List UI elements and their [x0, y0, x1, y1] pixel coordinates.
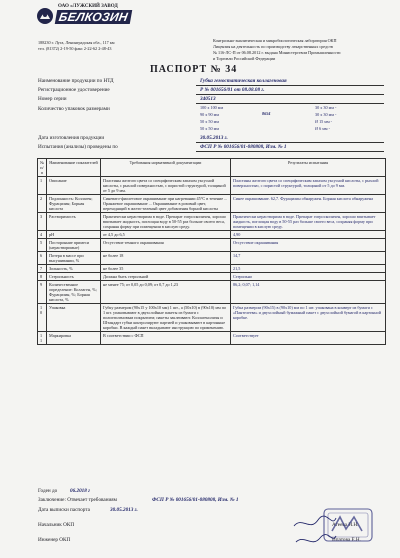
- cell-req: не менее 75; от 0,05 до 0,09; от 0,7 до 1,23: [101, 281, 231, 304]
- size-row-1: 100 х 100 мм: [200, 105, 224, 110]
- cell-res: Губка размером (90х15) в (90х10) мм по 1 шт. упакована в конверт из бумаги с «Пантелеева» и двухслойный бумажный пакет с двухслойной бумагой в картонной коробке.: [231, 304, 386, 332]
- header-results: Результаты испытания: [231, 159, 386, 177]
- engineer-name: Ипатова Е.Н.: [332, 537, 361, 543]
- header-indicator: Наименование показателей: [47, 159, 101, 177]
- company-address-1: 188230 г. Луга, Ленинградская обл., 117 км: [38, 40, 115, 45]
- table-row: [38, 332, 386, 345]
- conclusion-label: Заключение: Отвечает требованиям: [38, 497, 117, 503]
- table-row: [38, 252, 386, 265]
- size-row-2-alt: 30 х 30 мм -: [315, 112, 337, 117]
- cell-req: Губку размером (90х15 у 100х10 мм) 1 шт., а (50х10) в (90х10) мм по 1 шт. упаковывают в двухслойные пакеты из бумаги с полиэтиленовым покрытием; пакеты заклеивают. Коллагенолизы и Штандарт губки контролируют партией и упаковывают в картонные коробки. В каждый пакет вкладывают инструкцию по применению.: [101, 304, 231, 332]
- cell-num: 4: [38, 231, 47, 239]
- cell-req: Отсутствие темного окрашивания: [101, 239, 231, 252]
- issue-date-label: Дата выписки паспорта: [38, 507, 90, 513]
- lab-line-4: и Торговли Российской Федерации: [213, 56, 276, 61]
- meta-value-registration: Р № 001656/01 от 08.08.08 г.: [200, 87, 265, 93]
- cell-req: В соответствии с ФСП: [101, 332, 231, 345]
- cell-num: 10: [38, 304, 47, 332]
- cell-num: 5: [38, 239, 47, 252]
- meta-label-series: Номер серии: [38, 96, 67, 102]
- cell-num: 6: [38, 252, 47, 265]
- company-stamp-icon: [322, 505, 374, 545]
- table-header-row: [38, 159, 386, 177]
- table-row: [38, 304, 386, 332]
- cell-res: Практически нерастворима в воде. Препарат гигроскопичен, хорошо впитывает жидкость, поглощая воду в 50-55 раз больше своего веса, сохраняя форму при помещении в кислую среду.: [231, 213, 386, 231]
- cell-num: 11: [38, 332, 47, 345]
- cell-name: Маркировка: [47, 332, 101, 345]
- cell-req: Должна быть стерильной: [101, 273, 231, 281]
- table-row: [38, 273, 386, 281]
- meta-value-series: 340513: [200, 96, 216, 102]
- table-row: [38, 265, 386, 273]
- valid-until-label: Годен до: [38, 488, 58, 494]
- head-label: Начальник ОКП: [38, 522, 75, 528]
- cell-req: Синевато-фиолетовое окрашивание при нагревании 45°С в течение ... Оранжевое окрашивание ... Окрашивание в розовый цвет, переходящий в желто-зеленый цвет добавления борной кислоты: [101, 195, 231, 213]
- meta-value-date: 30.05.2013 г.: [200, 135, 228, 141]
- size-row-1-alt: 30 х 30 мм -: [315, 105, 337, 110]
- cell-num: 3: [38, 213, 47, 231]
- cell-num: 2: [38, 195, 47, 213]
- size-row-4-alt: Ø 6 мм -: [315, 126, 330, 131]
- meta-label-product: Наименование продукции по НТД: [38, 78, 114, 84]
- head-name: Агеева Н.Н.: [332, 522, 359, 528]
- size-row-2-qty: 8654: [262, 111, 271, 116]
- header-num: № п/п: [38, 159, 47, 177]
- table-row: [38, 177, 386, 195]
- cell-num: 1: [38, 177, 47, 195]
- table-row: [38, 195, 386, 213]
- cell-num: 9: [38, 281, 47, 304]
- cell-res: Отсутствие окрашивания: [231, 239, 386, 252]
- cell-name: Посторонние примеси (нерастворимые): [47, 239, 101, 252]
- cell-req: от 4,5 до 6,5: [101, 231, 231, 239]
- lab-line-3: № 116-ЛС-П от 06.08.2012 г. выдана Министерством Промышленности: [213, 50, 341, 55]
- cell-num: 8: [38, 273, 47, 281]
- company-prefix: ОАО «ЛУЖСКИЙ ЗАВОД: [58, 4, 118, 9]
- size-row-4: 50 х 50 мм: [200, 126, 219, 131]
- lab-line-1: Контрольно-аналитическая и микробиологическая лаборатория ОКП: [213, 38, 337, 43]
- cell-res: 86,2; 0,07; 1,14: [231, 281, 386, 304]
- cell-name: Растворимость: [47, 213, 101, 231]
- cell-res: 14,7: [231, 252, 386, 265]
- meta-label-tests: Испытания (анализы) проведены по: [38, 144, 118, 150]
- results-table: [37, 158, 386, 345]
- cell-res: Пластины желтого цвета со специфическим запахом уксусной кислоты, с рыхлой поверхностью, с пористой структурой, толщиной от 5 до 9 мм.: [231, 177, 386, 195]
- cell-name: Зольность, %: [47, 265, 101, 273]
- cell-name: Потеря в массе при высушивании, %: [47, 252, 101, 265]
- table-row: [38, 281, 386, 304]
- cell-name: Стерильность: [47, 273, 101, 281]
- cell-res: 21,5: [231, 265, 386, 273]
- header-requirements: Требования нормативной документации: [101, 159, 231, 177]
- cell-res: Соответствует: [231, 332, 386, 345]
- cell-name: pH: [47, 231, 101, 239]
- conclusion-value: ФСП Р № 001656/01-080808, Изм. № 1: [152, 497, 239, 503]
- company-address-2: тел. (81372) 2-19-50 факс 2-22-62 2-48-43: [38, 46, 112, 51]
- cell-num: 7: [38, 265, 47, 273]
- valid-until-value: 06.2018 г: [70, 488, 91, 494]
- table-row: [38, 239, 386, 252]
- size-row-3: 50 х 50 мм: [200, 119, 219, 124]
- engineer-label: Инженер ОКП: [38, 537, 71, 543]
- size-row-2: 90 х 90 мм: [200, 112, 219, 117]
- issue-date-value: 30.05.2013 г.: [110, 507, 138, 513]
- cell-res: Стерильно: [231, 273, 386, 281]
- cell-res: Синее окрашивание. 62,7. Фурацилин обнаружен. Борная кислота обнаружена: [231, 195, 386, 213]
- cell-name: Описание: [47, 177, 101, 195]
- lab-line-2: Лицензия на деятельность по производству лекарственных средств: [213, 44, 333, 49]
- cell-res: 4,90: [231, 231, 386, 239]
- cell-name: Упаковка: [47, 304, 101, 332]
- cell-req: не более 18: [101, 252, 231, 265]
- cell-req: Пластины желтого цвета со специфическим запахом уксусной кислоты, с рыхлой поверхностью, с пористой структурой, толщиной от 5 до 9 мм.: [101, 177, 231, 195]
- meta-label-registration: Регистрационное удостоверение: [38, 87, 110, 93]
- cell-req: Практически нерастворима в воде. Препарат гигроскопичен, хорошо впитывает жидкость, поглощая воду в 50-55 раз больше своего веса, сохраняя форму при помещении в кислую среду.: [101, 213, 231, 231]
- size-row-3-alt: Ø 15 мм -: [315, 119, 333, 124]
- table-row: [38, 231, 386, 239]
- table-row: [38, 213, 386, 231]
- meta-value-product: Губка гемостатическая коллагеновая: [200, 78, 287, 84]
- meta-value-tests: ФСП Р № 001656/01-080808, Изм. № 1: [200, 144, 287, 150]
- company-logo: [36, 4, 130, 34]
- company-emblem-icon: [36, 6, 54, 26]
- cell-req: не более 35: [101, 265, 231, 273]
- company-name: БЕЛКОЗИН: [55, 10, 132, 24]
- cell-name: Подлинность: Коллаген; Фурацилин; Борная кислота: [47, 195, 101, 213]
- meta-label-packages: Количество упаковок размерами: [38, 106, 110, 112]
- meta-label-date: Дата изготовления продукции: [38, 135, 105, 141]
- cell-name: Количественное определение: Коллаген, %; Фурацилин, %; Борная кислота, %: [47, 281, 101, 304]
- passport-title: ПАСПОРТ № 34: [150, 64, 238, 75]
